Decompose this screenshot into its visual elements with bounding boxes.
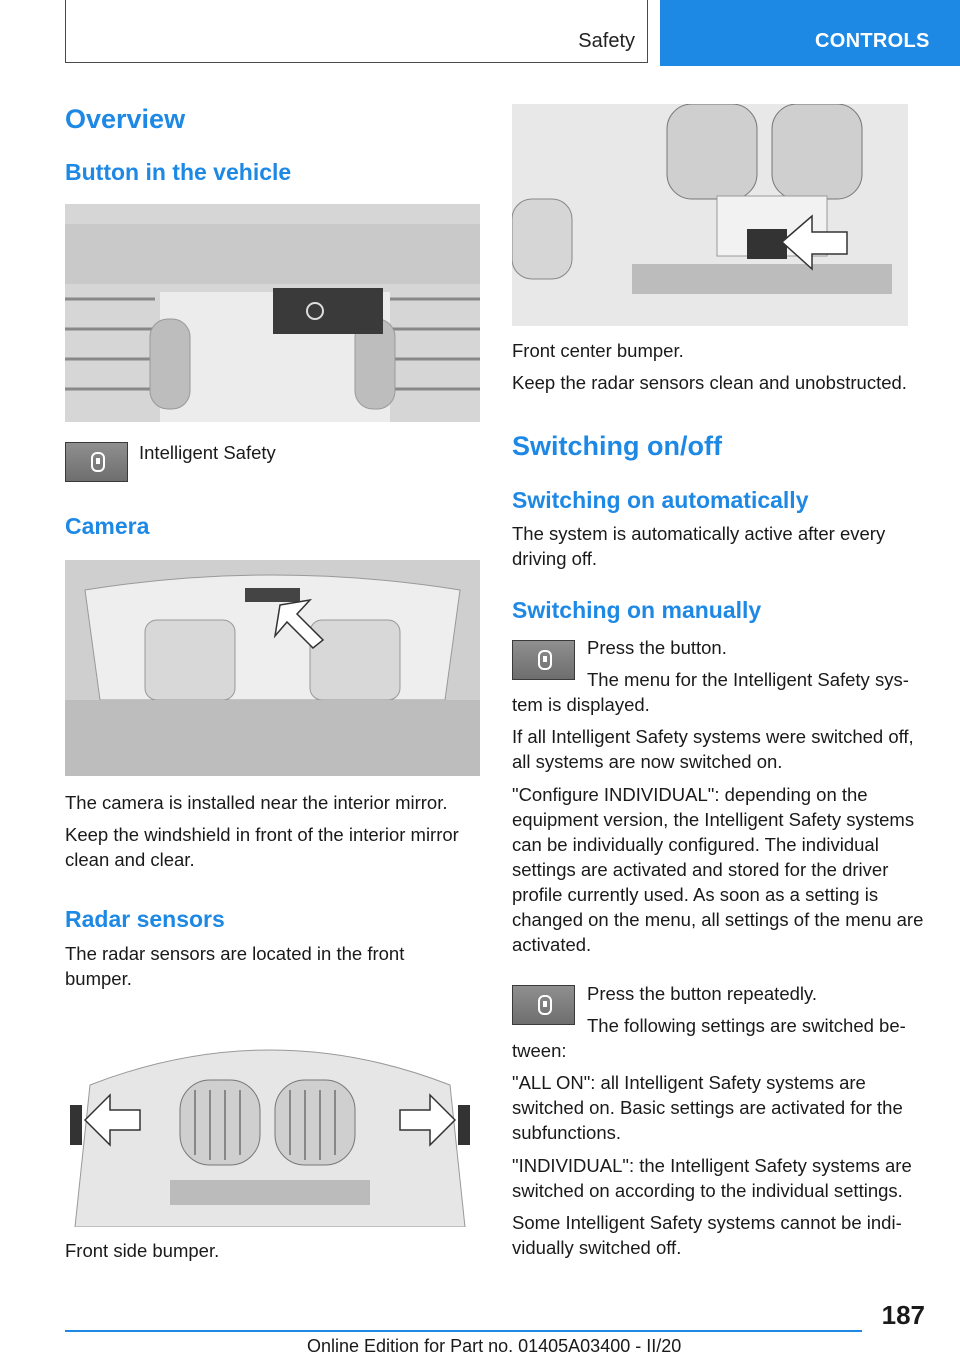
footer-edition: Online Edition for Part no. 01405A03400 - II/20 (307, 1336, 682, 1356)
menu-line1: The menu for the Intelligent Safety sys- (587, 669, 909, 690)
camera-p1: The camera is installed near the interior mirror. (65, 792, 448, 813)
press-button: Press the button. (587, 637, 727, 658)
header-tab (660, 0, 960, 66)
camera-interior-image (65, 560, 480, 776)
intelligent-safety-icon (512, 640, 575, 680)
camera-heading: Camera (65, 513, 150, 539)
header-section: Safety (578, 30, 635, 52)
button-heading: Button in the vehicle (65, 159, 292, 185)
header-tab-label: CONTROLS (815, 30, 930, 52)
dashboard-button-image (65, 204, 480, 422)
switching-heading: Switching on/off (512, 431, 722, 461)
auto-heading: Switching on automatically (512, 487, 809, 513)
center-caption: Front center bumper. (512, 340, 684, 361)
radar-heading: Radar sensors (65, 906, 225, 932)
all-on-p: "ALL ON": all Intelligent Safety systems are switched on. Basic settings are activated for the subfunctions. (512, 1072, 903, 1143)
header-box (65, 0, 648, 63)
menu-line2: tem is displayed. (512, 694, 650, 715)
front-center-bumper-image (512, 104, 908, 326)
button-caption: Intelligent Safety (139, 442, 276, 463)
center-p: Keep the radar sensors clean and unobstructed. (512, 372, 907, 393)
radar-p1: The radar sensors are located in the front bumper. (65, 943, 405, 989)
radar-caption: Front side bumper. (65, 1240, 220, 1261)
some-p: Some Intelligent Safety systems cannot be individually switched off. (512, 1212, 902, 1258)
page-number: 187 (881, 1300, 925, 1330)
manual-heading: Switching on manually (512, 597, 762, 623)
camera-p2: Keep the windshield in front of the interior mirror clean and clear. (65, 824, 459, 870)
all-off-p: If all Intelligent Safety systems were switched off, all systems are now switched on. (512, 726, 914, 772)
intelligent-safety-icon (65, 442, 128, 482)
overview-heading: Overview (65, 104, 186, 134)
footer-rule (65, 1330, 862, 1332)
configure-p: "Configure INDIVIDUAL": depending on the equipment version, the Intelligent Safety systems can be individually configured. The individual settings are activated and stored for the driver profile currently used. As soon as a setting is changed on the menu, all settings of the menu are activated. (512, 784, 924, 955)
individual-p: "INDIVIDUAL": the Intelligent Safety systems are switched on according to the individual settings. (512, 1155, 912, 1201)
front-side-bumper-image (70, 1005, 470, 1227)
press-repeat: Press the button repeatedly. (587, 983, 818, 1004)
following-line2: tween: (512, 1040, 567, 1061)
following-line1: The following settings are switched be- (587, 1015, 906, 1036)
auto-p: The system is automatically active after every driving off. (512, 523, 886, 569)
intelligent-safety-icon (512, 985, 575, 1025)
